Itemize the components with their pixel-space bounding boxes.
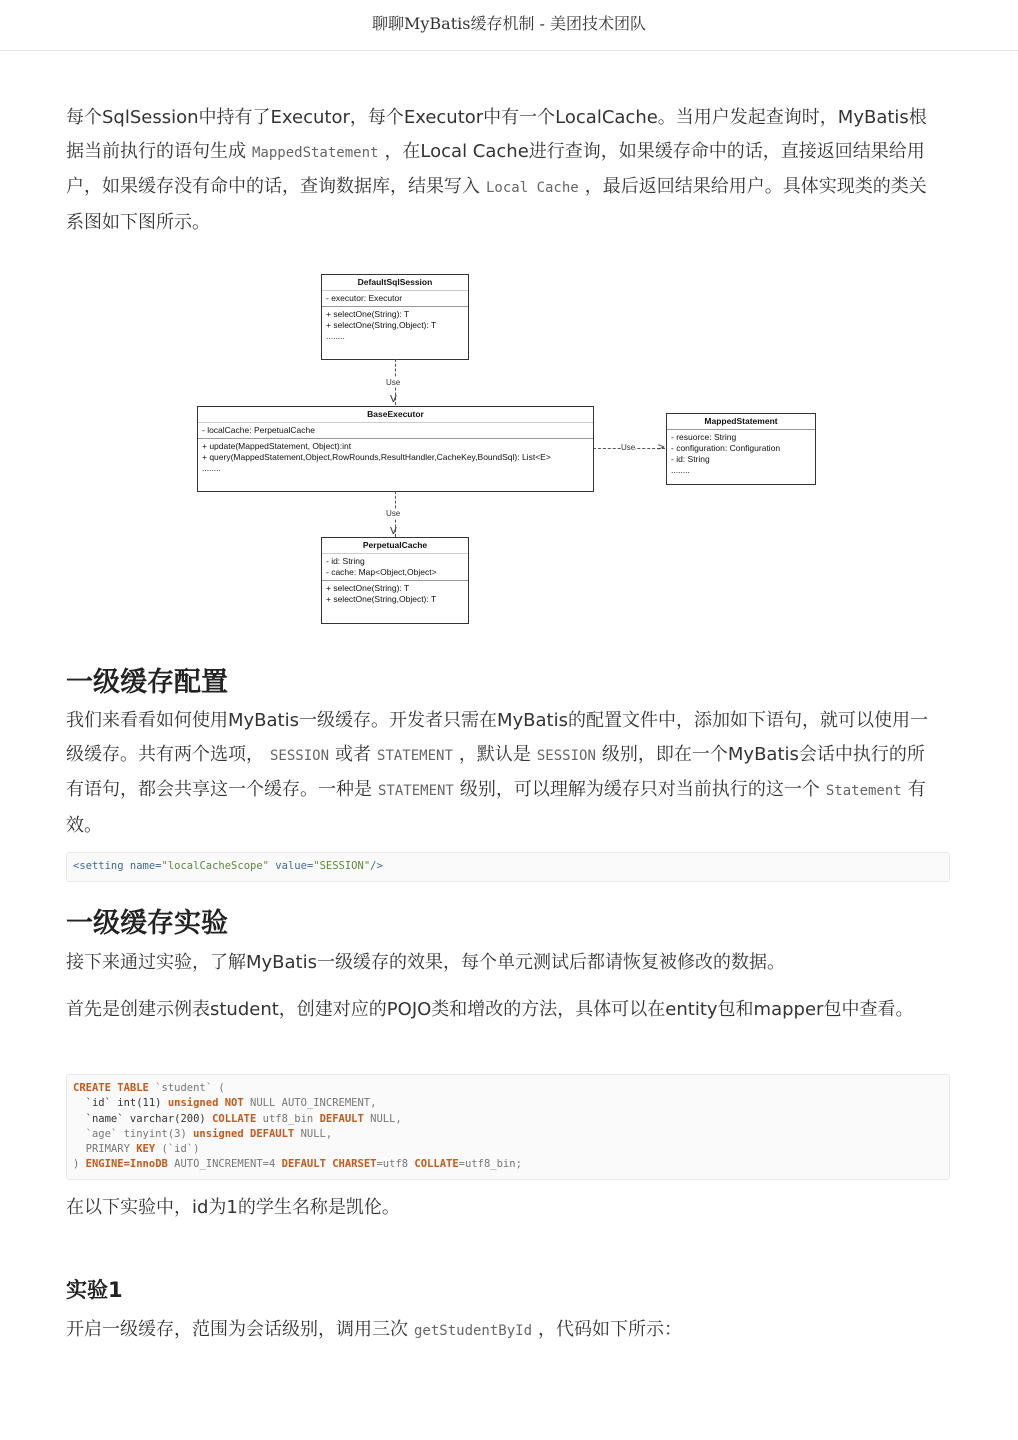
heading-experiment-1: 实验1	[66, 1278, 123, 1302]
method: + update(MappedStatement, Object):int	[202, 441, 352, 451]
code-line	[73, 1142, 943, 1157]
code-token: unsigned DEFAULT	[193, 1127, 295, 1140]
page-header	[0, 0, 1018, 51]
method: ........	[326, 331, 345, 341]
inline-code: Statement	[825, 783, 902, 799]
text: 或者	[335, 743, 372, 765]
text: ，代码如下所示：	[538, 1319, 683, 1340]
field: - id: String	[671, 454, 710, 464]
paragraph-experiment-1	[66, 1313, 942, 1349]
header-title: 聊聊MyBatis缓存机制 - 美团技术团队	[371, 14, 647, 33]
method: + query(MappedStatement,Object,RowRounds,ResultHandler,CacheKey,BoundSql): List<E>	[202, 452, 551, 462]
inline-code: MappedStatement	[252, 144, 379, 161]
method: ........	[202, 463, 221, 473]
text: ，最后返回结果给用户。具体实现类的类关系图如下图所示。	[66, 176, 927, 233]
inline-code: getStudentById	[414, 1323, 533, 1339]
text: 我们来看看如何使用MyBatis一级缓存。开发者只需在MyBatis的配置文件中，添加如下语句，就可以使用一级缓存。共有两个选项，	[66, 710, 928, 765]
method: + selectOne(String): T	[326, 309, 410, 319]
field: - id: String	[326, 556, 365, 566]
class-default-sql-session	[321, 274, 469, 360]
class-perpetual-cache	[321, 537, 469, 624]
code-token: "SESSION"	[313, 860, 371, 872]
text: ，在Local Cache进行查询，如果缓存命中的话，直接返回结果给用户，如果缓存没有命中的话，查询数据库，结果写入	[66, 140, 925, 197]
class-title: MappedStatement	[667, 414, 815, 430]
paragraph-experiment-intro: 接下来通过实验，了解MyBatis一级缓存的效果，每个单元测试后都请恢复被修改的数据。	[66, 952, 785, 973]
code-token: `age` tinyint(3)	[73, 1127, 194, 1140]
code-token: DEFAULT	[319, 1112, 364, 1125]
text: 每个SqlSession中持有了Executor，每个Executor中有一个LocalCache。当用户发起查询时，MyBatis根据当前执行的语句生成	[66, 107, 927, 162]
code-token: NULL	[243, 1097, 276, 1110]
inline-code: STATEMENT	[378, 783, 454, 799]
code-token: />	[370, 860, 383, 872]
code-token: COLLATE	[212, 1112, 257, 1125]
method: + selectOne(String,Object): T	[326, 320, 437, 330]
method: + selectOne(String,Object): T	[326, 594, 437, 604]
code-token: `name` varchar(200)	[73, 1112, 213, 1125]
code-token: COLLATE	[414, 1158, 459, 1171]
code-line	[73, 1081, 943, 1096]
code-block-setting	[66, 852, 950, 882]
arrow-icon: V	[390, 526, 397, 537]
code-token: `student` (	[148, 1082, 225, 1094]
class-base-executor	[197, 406, 594, 492]
code-token: =utf8	[376, 1158, 415, 1171]
code-token: AUTO_INCREMENT,	[275, 1097, 377, 1110]
heading-config: 一级缓存配置	[66, 667, 228, 698]
field: - localCache: PerpetualCache	[202, 425, 315, 435]
field: - cache: Map<Object,Object>	[326, 567, 437, 577]
code-token: utf8_bin	[256, 1112, 320, 1125]
arrow-icon: V	[390, 394, 397, 405]
inline-code: Local Cache	[486, 180, 579, 196]
text: 开启一级缓存，范围为会话级别，调用三次	[66, 1319, 408, 1340]
text: 有效。	[66, 779, 926, 836]
paragraph-data-note: 在以下实验中，id为1的学生名称是凯伦。	[66, 1197, 400, 1218]
method: + selectOne(String): T	[326, 583, 410, 593]
code-token: ENGINE=InnoDB	[85, 1158, 168, 1171]
code-token: `id` int(11)	[73, 1097, 168, 1110]
code-line	[73, 1112, 943, 1127]
code-token: )	[73, 1158, 86, 1171]
code-token: CREATE TABLE	[73, 1082, 149, 1094]
inline-code: SESSION	[536, 747, 596, 764]
arrow-icon: >	[657, 442, 666, 453]
class-title: BaseExecutor	[198, 407, 593, 423]
code-token: =utf8_bin;	[458, 1158, 522, 1171]
field: - executor: Executor	[326, 293, 403, 303]
use-label: Use	[386, 509, 401, 518]
text: 级别，可以理解为缓存只对当前执行的这一个	[459, 779, 820, 800]
code-token: (`id`)	[155, 1143, 200, 1156]
code-token: NULL,	[363, 1112, 402, 1125]
use-label: Use	[621, 443, 636, 452]
code-token: "localCacheScope"	[161, 860, 269, 872]
code-token: unsigned NOT	[167, 1097, 244, 1110]
code-line	[73, 1127, 943, 1142]
field: ........	[671, 465, 690, 475]
code-token: <setting	[73, 860, 124, 872]
code-block-create-table	[66, 1074, 950, 1180]
code-token: name=	[123, 860, 162, 872]
inline-code: STATEMENT	[377, 747, 453, 764]
text: 级别，即在一个MyBatis会话中执行的所有语句，都会共享这一个缓存。一种是	[66, 743, 925, 800]
class-mapped-statement	[666, 413, 816, 485]
code-line	[73, 1157, 943, 1172]
paragraph-config	[66, 704, 942, 842]
class-title: PerpetualCache	[322, 538, 468, 554]
code-token: PRIMARY	[73, 1143, 137, 1156]
code-token: DEFAULT CHARSET	[281, 1158, 377, 1171]
paragraph-intro	[66, 101, 942, 239]
code-token: value=	[268, 860, 314, 872]
inline-code: SESSION	[270, 747, 330, 764]
paragraph-table-intro: 首先是创建示例表student，创建对应的POJO类和增改的方法，具体可以在entity包和mapper包中查看。	[66, 999, 914, 1020]
heading-experiment: 一级缓存实验	[66, 908, 228, 939]
code-token: AUTO_INCREMENT=4	[167, 1158, 282, 1171]
class-title: DefaultSqlSession	[322, 275, 468, 291]
code-token: KEY	[136, 1143, 156, 1156]
field: - configuration: Configuration	[671, 443, 781, 453]
text: ，默认是	[458, 743, 531, 765]
code-line	[73, 1096, 943, 1111]
field: - resuorce: String	[671, 432, 737, 442]
use-label: Use	[386, 378, 401, 387]
code-token: NULL,	[294, 1127, 333, 1140]
